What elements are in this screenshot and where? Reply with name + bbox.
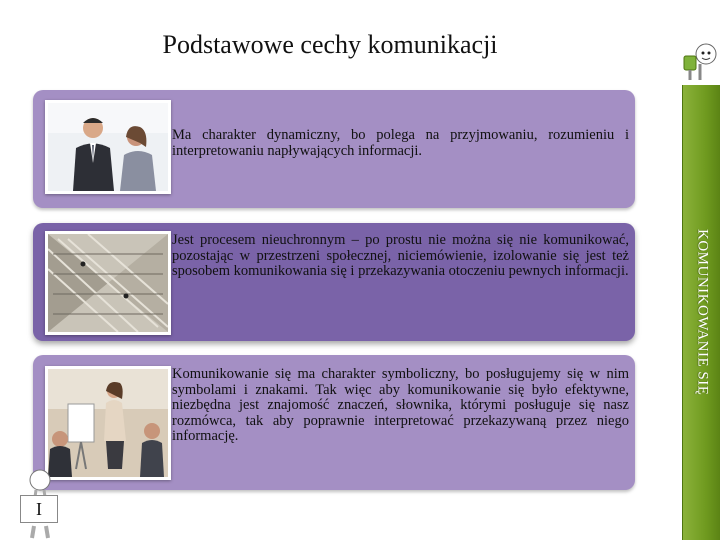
- mascot-icon: [680, 40, 720, 84]
- sidebar-label: KOMUNIKOWANIE SIĘ: [694, 229, 711, 396]
- meeting-photo: [45, 366, 171, 480]
- slide-title: Podstawowe cechy komunikacji: [162, 30, 498, 59]
- feature-card-2: [33, 223, 635, 341]
- card-text-2: Jest procesem nieuchronnym – po prostu nie można się nie komunikować, pozostając w przestrzeni społecznej, niciemówienie, izolowanie się jest też sposobem komunikowania się i przekazywania otoczeniu pewnych informacji.: [172, 232, 629, 279]
- sidebar-banner: [682, 85, 720, 540]
- staircase-photo: [45, 231, 171, 335]
- card-text-1: Ma charakter dynamiczny, bo polega na przyjmowaniu, rozumieniu i interpretowaniu napływających informacji.: [172, 127, 629, 159]
- feature-card-3: [33, 355, 635, 490]
- business-people-photo: [45, 100, 171, 194]
- card-text-3: Komunikowanie się ma charakter symboliczny, bo posługujemy się w nim symbolami i znakami. Tak więc aby komunikowanie się było efektywne, niezbędna jest znajomość znaczeń, słownika, którymi posługuje się nasz rozmówca, tak aby poprawnie interpretować przekazywaną przez niego informację.: [172, 366, 629, 444]
- feature-card-1: [33, 90, 635, 208]
- sign-board: I: [20, 495, 58, 523]
